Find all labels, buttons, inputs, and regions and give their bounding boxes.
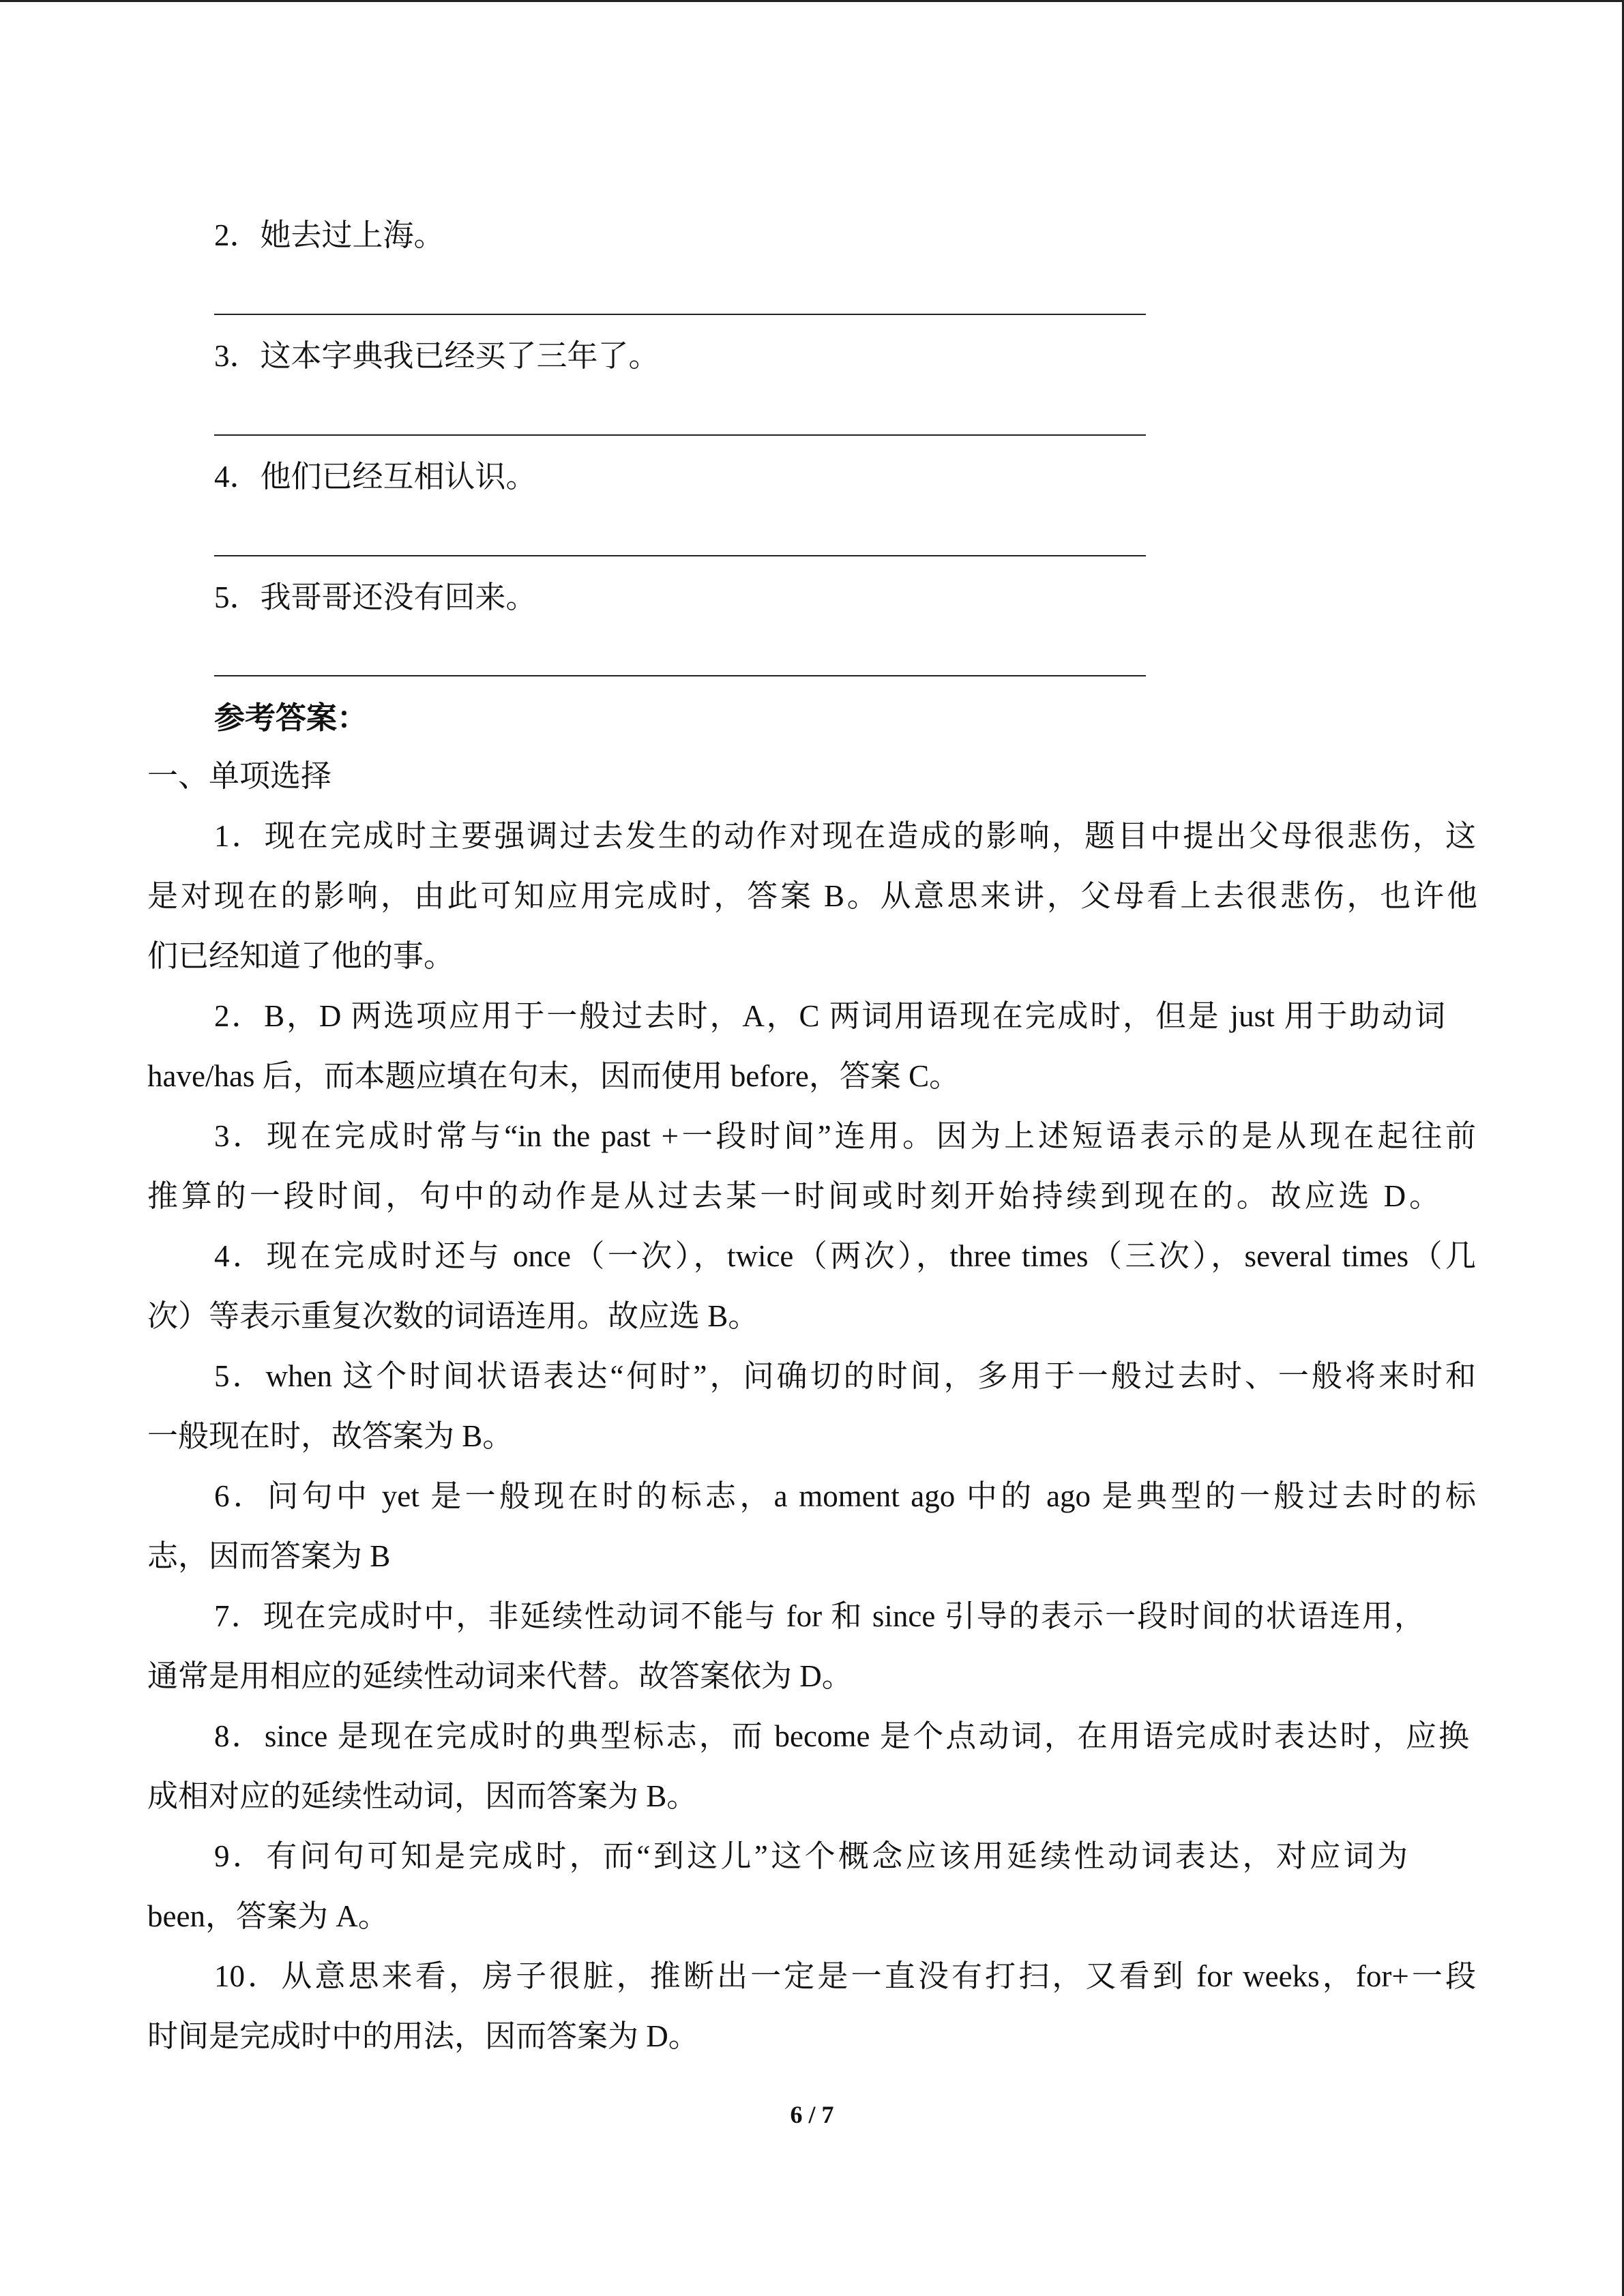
translate-item-2: 2．她去过上海。: [214, 218, 445, 252]
answer-line: 5．when 这个时间状语表达“何时”，问确切的时间，多用于一般过去时、一般将来时和: [214, 1359, 1476, 1393]
answer-blank-3: [214, 434, 1146, 436]
answer-line: 6．问句中 yet 是一般现在时的标志，a moment ago 中的 ago 是典型的一般过去时的标: [214, 1479, 1476, 1513]
answer-line: 2．B，D 两选项应用于一般过去时，A，C 两词用语现在完成时，但是 just 用于助动词: [214, 999, 1445, 1033]
answer-line: 通常是用相应的延续性动词来代替。故答案依为 D。: [147, 1659, 853, 1693]
answer-line: been，答案为 A。: [147, 1899, 389, 1933]
answer-blank-4: [214, 555, 1146, 556]
answer-line: 成相对应的延续性动词，因而答案为 B。: [147, 1779, 698, 1813]
section-title: 一、单项选择: [147, 759, 332, 793]
answer-line: 10．从意思来看，房子很脏，推断出一定是一直没有打扫，又看到 for weeks，for+一段: [214, 1959, 1476, 1993]
answer-line: 9．有问句可知是完成时，而“到这儿”这个概念应该用延续性动词表达，对应词为: [214, 1839, 1408, 1873]
translate-item-4: 4．他们已经互相认识。: [214, 460, 537, 494]
translate-item-5: 5．我哥哥还没有回来。: [214, 580, 537, 614]
answer-line: 4．现在完成时还与 once（一次），twice（两次），three times（三次），several times（几: [214, 1239, 1476, 1273]
answer-line: 8．since 是现在完成时的典型标志，而 become 是个点动词，在用语完成时表达时，应换: [214, 1719, 1469, 1753]
translate-item-3: 3．这本字典我已经买了三年了。: [214, 339, 660, 373]
answer-line: 推算的一段时间，句中的动作是从过去某一时间或时刻开始持续到现在的。故应选 D。: [147, 1179, 1440, 1213]
answer-line: 时间是完成时中的用法，因而答案为 D。: [147, 2019, 699, 2053]
answer-line: 一般现在时，故答案为 B。: [147, 1419, 514, 1453]
answer-line: 次）等表示重复次数的词语连用。故应选 B。: [147, 1299, 759, 1333]
answer-blank-5: [214, 675, 1146, 676]
answer-line: 志，因而答案为 B: [147, 1539, 391, 1573]
answer-line: 是对现在的影响，由此可知应用完成时，答案 B。从意思来讲，父母看上去很悲伤，也许他: [147, 879, 1477, 913]
top-border: [0, 0, 1624, 2]
answer-line: 7．现在完成时中，非延续性动词不能与 for 和 since 引导的表示一段时间的状语连用，: [214, 1599, 1425, 1633]
answer-blank-2: [214, 314, 1146, 315]
answer-line: 1．现在完成时主要强调过去发生的动作对现在造成的影响，题目中提出父母很悲伤，这: [214, 819, 1476, 853]
page-number: 6 / 7: [790, 2101, 834, 2128]
answer-line: have/has 后，而本题应填在句末，因而使用 before，答案 C。: [147, 1059, 960, 1093]
answer-line: 3．现在完成时常与“in the past +一段时间”连用。因为上述短语表示的是从现在起往前: [214, 1119, 1476, 1153]
answers-heading: 参考答案：: [214, 701, 368, 735]
answer-line: 们已经知道了他的事。: [147, 939, 455, 973]
